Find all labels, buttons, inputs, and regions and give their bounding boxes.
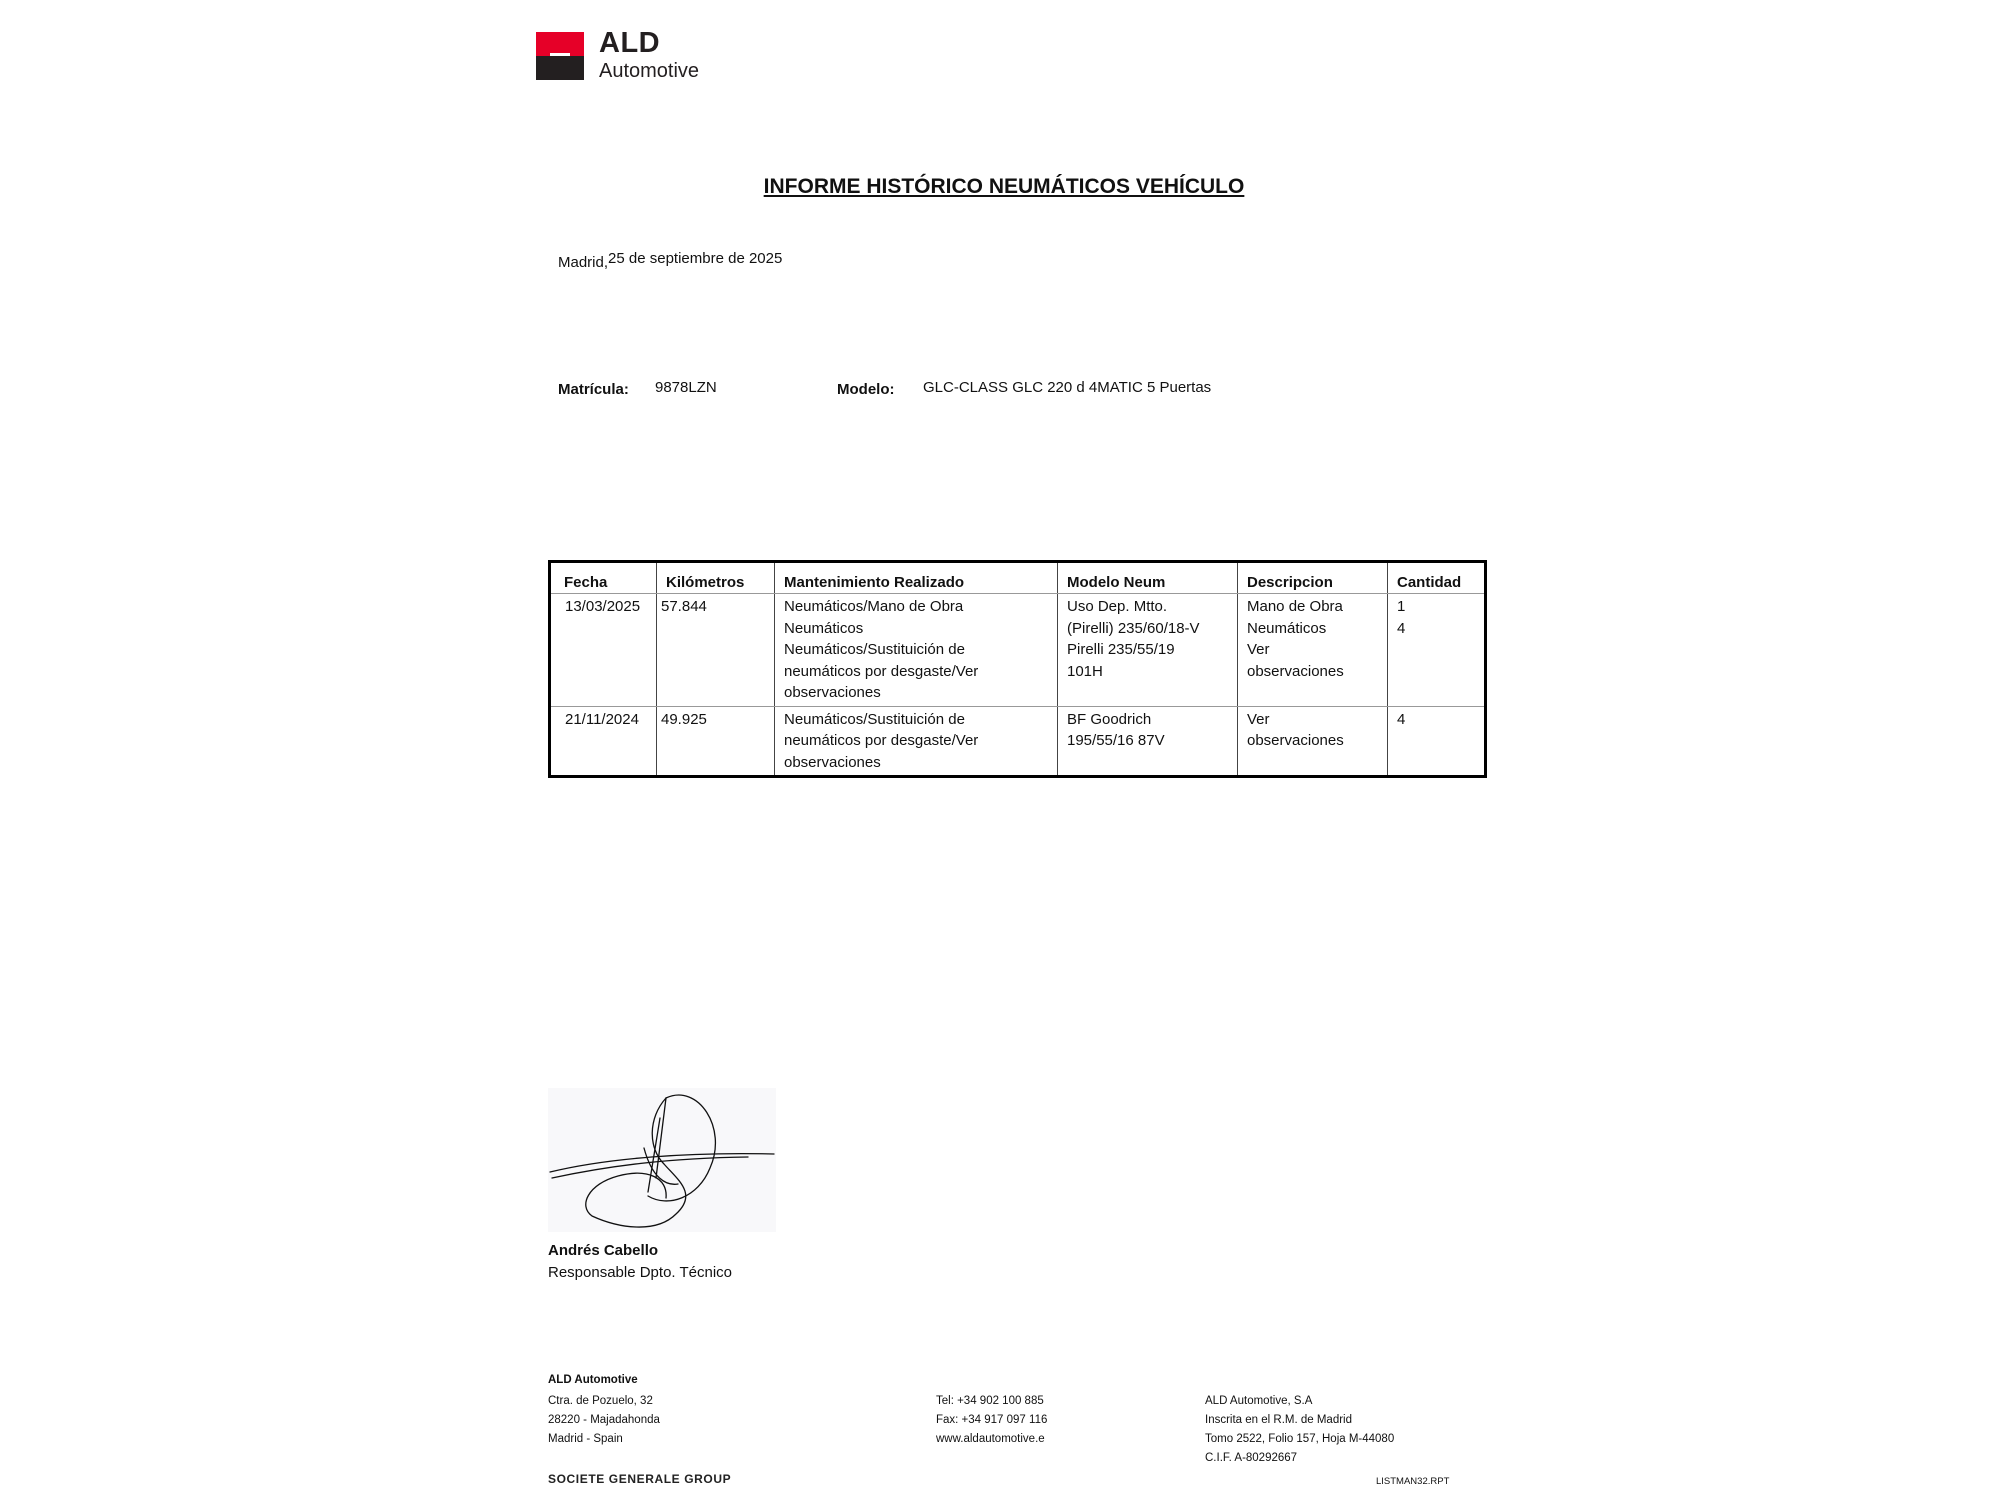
plate-value: 9878LZN	[655, 379, 717, 396]
cell-line: Neumáticos/Mano de Obra	[784, 598, 964, 615]
cell-cantidad	[1388, 594, 1486, 707]
report-code: LISTMAN32.RPT	[1376, 1476, 1450, 1487]
logo-text-ald: ALD	[599, 27, 661, 59]
cell-km: 49.925	[657, 706, 775, 777]
cell-line: Neumáticos/Sustituición de	[784, 641, 965, 658]
report-date-line	[558, 250, 783, 271]
cell-descripcion	[1238, 706, 1388, 777]
footer-website: www.aldautomotive.e	[936, 1433, 1045, 1445]
footer-line: C.I.F. A-80292667	[1205, 1452, 1298, 1464]
cell-line: Pirelli 235/55/19	[1067, 641, 1175, 658]
footer-line: Tomo 2522, Folio 157, Hoja M-44080	[1205, 1433, 1395, 1445]
cell-line: Uso Dep. Mtto.	[1067, 598, 1168, 615]
cell-line: observaciones	[784, 753, 881, 771]
logo-text-automotive: Automotive	[599, 60, 700, 82]
footer-fax: Fax: +34 917 097 116	[936, 1414, 1048, 1426]
cell-line: Neumáticos/Sustituición de	[784, 710, 965, 728]
report-place: Madrid,	[558, 254, 609, 271]
footer-line: Madrid - Spain	[548, 1433, 623, 1445]
report-title: INFORME HISTÓRICO NEUMÁTICOS VEHÍCULO	[763, 175, 1245, 198]
table-row	[550, 706, 1486, 777]
footer-company: ALD Automotive	[548, 1374, 638, 1386]
cell-line: 4	[1397, 710, 1406, 728]
report-date: 25 de septiembre de 2025	[608, 250, 783, 267]
plate-label: Matrícula:	[558, 381, 629, 398]
cell-line: 1	[1397, 598, 1406, 615]
logo-black-square	[536, 56, 584, 80]
col-header-kilometros: Kilómetros	[657, 562, 775, 594]
cell-line: Neumáticos	[784, 619, 864, 637]
tire-history-table	[548, 560, 1487, 778]
cell-modelo-neum	[1058, 706, 1238, 777]
cell-line: 101H	[1067, 662, 1103, 680]
cell-line: 4	[1397, 619, 1406, 637]
cell-descripcion	[1238, 594, 1388, 707]
footer-line: 28220 - Majadahonda	[548, 1414, 660, 1426]
cell-km: 57.844	[657, 594, 775, 707]
cell-line: 195/55/16 87V	[1067, 732, 1165, 749]
col-header-fecha: Fecha	[550, 562, 657, 594]
cell-line: observaciones	[1247, 662, 1344, 680]
cell-line: BF Goodrich	[1067, 710, 1152, 728]
col-header-cantidad: Cantidad	[1388, 562, 1486, 594]
table-row	[550, 594, 1486, 707]
col-header-mantenimiento: Mantenimiento Realizado	[775, 562, 1058, 594]
footer-contact	[936, 1392, 1047, 1449]
footer-address	[548, 1392, 660, 1449]
footer-line: Ctra. de Pozuelo, 32	[548, 1395, 653, 1407]
cell-fecha: 21/11/2024	[565, 710, 639, 728]
footer-line: ALD Automotive, S.A	[1205, 1395, 1313, 1407]
cell-fecha: 13/03/2025	[550, 594, 657, 707]
cell-line: Neumáticos	[1247, 619, 1327, 637]
signer-name: Andrés Cabello	[548, 1242, 659, 1259]
societe-generale-group-label: SOCIETE GENERALE GROUP	[548, 1472, 732, 1486]
cell-line: Mano de Obra	[1247, 598, 1343, 615]
cell-cantidad	[1388, 706, 1486, 777]
cell-mantenimiento	[775, 594, 1058, 707]
col-header-modelo-neum: Modelo Neum	[1058, 562, 1238, 594]
cell-line: neumáticos por desgaste/Ver	[784, 662, 979, 680]
footer-phone: Tel: +34 902 100 885	[936, 1395, 1044, 1407]
cell-line: observaciones	[1247, 732, 1344, 749]
cell-modelo-neum	[1058, 594, 1238, 707]
footer-line: Inscrita en el R.M. de Madrid	[1205, 1414, 1353, 1426]
cell-line: (Pirelli) 235/60/18-V	[1067, 619, 1200, 637]
signer-role: Responsable Dpto. Técnico	[548, 1264, 732, 1281]
col-header-descripcion: Descripcion	[1238, 562, 1388, 594]
cell-line: observaciones	[784, 684, 881, 701]
model-label: Modelo:	[837, 381, 895, 398]
cell-line: Ver	[1247, 641, 1270, 658]
cell-line: Ver	[1247, 710, 1270, 728]
model-value: GLC-CLASS GLC 220 d 4MATIC 5 Puertas	[923, 379, 1212, 396]
cell-line: neumáticos por desgaste/Ver	[784, 732, 979, 749]
table-header-row	[550, 562, 1486, 594]
ald-logo-mark	[536, 32, 584, 80]
cell-mantenimiento	[775, 706, 1058, 777]
logo-white-bar	[550, 53, 570, 56]
footer-legal	[1205, 1392, 1394, 1468]
handwritten-signature	[548, 1088, 776, 1232]
